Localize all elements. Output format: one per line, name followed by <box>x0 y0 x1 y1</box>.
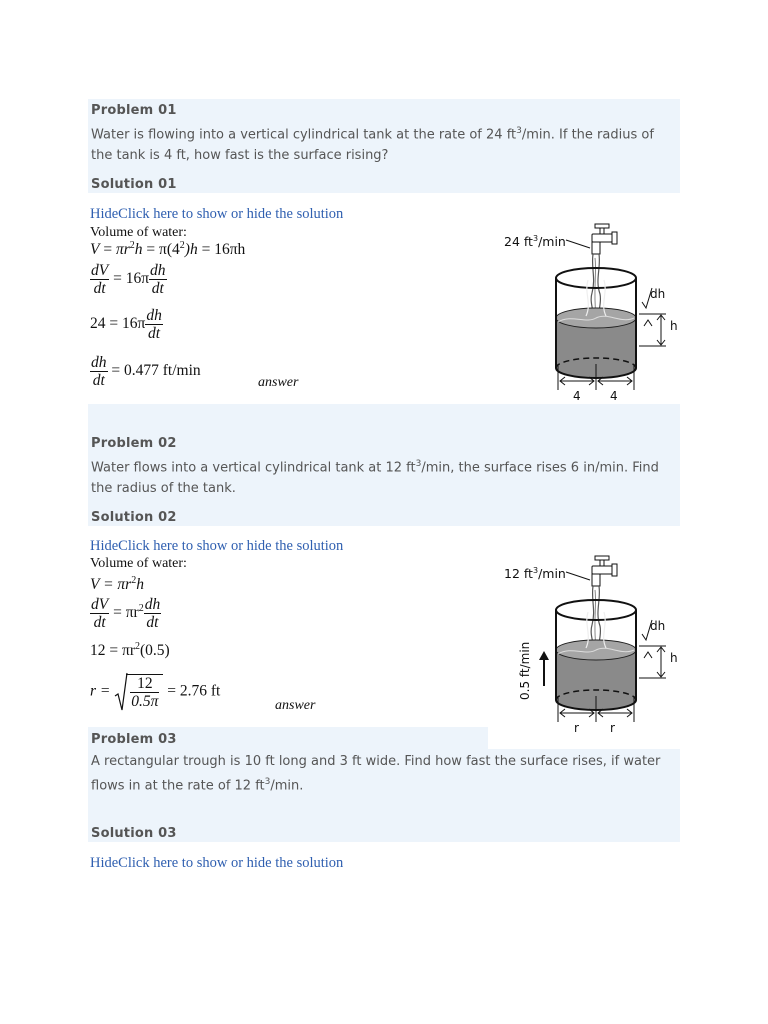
solution-01-eq3: 24 = 16π $\frac{dh}{dt}$ <box>90 307 162 342</box>
svg-text:h: h <box>670 319 678 333</box>
problem-01-heading: Problem 01 <box>91 103 177 118</box>
svg-text:4: 4 <box>610 389 618 403</box>
solution-01-eq4: $\frac{dh}{dt}$ = 0.477 ft/min <box>91 354 201 389</box>
surface-rate-label: 0.5 ft/min <box>518 641 532 700</box>
problem-01-text: Water is flowing into a vertical cylindrical tank at the rate of 24 $ft^3/\min$. If the radius of the tank is 4 ft, how fast is the surface rising? <box>91 126 654 164</box>
flow-rate-label: 24 $ft^3/\min$ <box>504 234 566 249</box>
faucet-icon <box>592 556 617 586</box>
flow-rate-label: 12 $ft^3/\min$ <box>504 566 566 581</box>
tank-figure-02 <box>496 550 686 740</box>
problem-02-text: Water flows into a vertical cylindrical tank at 12 $ft^3/\min$, the surface rises 6 in/min. Find the radius of the tank. <box>91 459 659 497</box>
solution-03-heading: Solution 03 <box>91 826 177 841</box>
solution-01-answer-label: answer <box>258 375 299 390</box>
faucet-icon <box>592 224 617 254</box>
solution-02-heading: Solution 02 <box>91 510 177 525</box>
solution-02-eq4: r = $\frac{12}{0.5\pi}$ = 2.76 ft <box>90 672 220 712</box>
solution-03-toggle-link[interactable]: HideClick here to show or hide the solution <box>90 855 344 871</box>
cylindrical-tank <box>556 600 636 710</box>
svg-text:4: 4 <box>573 389 581 403</box>
solution-02-eq2: $\frac{dV}{dt}$ = $\pi r^2$ $\frac{dh}{dt}$ <box>91 596 161 631</box>
solution-02-eq1: $V = \pi r^2h$ <box>90 575 144 594</box>
solution-01-toggle-link[interactable]: HideClick here to show or hide the solution <box>90 206 344 222</box>
solution-02-volume-label: Volume of water: <box>90 556 187 571</box>
solution-02-eq3: $12 = \pi r^2(0.5)$ <box>90 641 170 660</box>
cylindrical-tank <box>556 268 636 378</box>
problem-03-text: A rectangular trough is 10 ft long and 3 ft wide. Find how fast the surface rises, if water flows in at the rate of 12 $ft^3/\min$. <box>91 754 661 794</box>
svg-text:dh: dh <box>650 287 666 301</box>
svg-text:dh: dh <box>650 619 666 633</box>
solution-02-answer-label: answer <box>275 698 316 713</box>
tank-figure-01 <box>496 218 686 408</box>
svg-text:r: r <box>610 721 615 735</box>
solution-01-volume-label: Volume of water: <box>90 225 187 240</box>
problem-02-heading: Problem 02 <box>91 436 177 451</box>
solution-02-toggle-link[interactable]: HideClick here to show or hide the solution <box>90 538 344 554</box>
solution-01-eq1: $V = \pi r^2h = \pi(4^2)h = 16\pi h$ <box>90 240 246 259</box>
problem-03-heading: Problem 03 <box>91 732 177 747</box>
solution-01-eq2: $\frac{dV}{dt}$ = 16π $\frac{dh}{dt}$ <box>91 262 166 297</box>
svg-text:h: h <box>670 651 678 665</box>
solution-01-heading: Solution 01 <box>91 177 177 192</box>
svg-text:r: r <box>574 721 579 735</box>
